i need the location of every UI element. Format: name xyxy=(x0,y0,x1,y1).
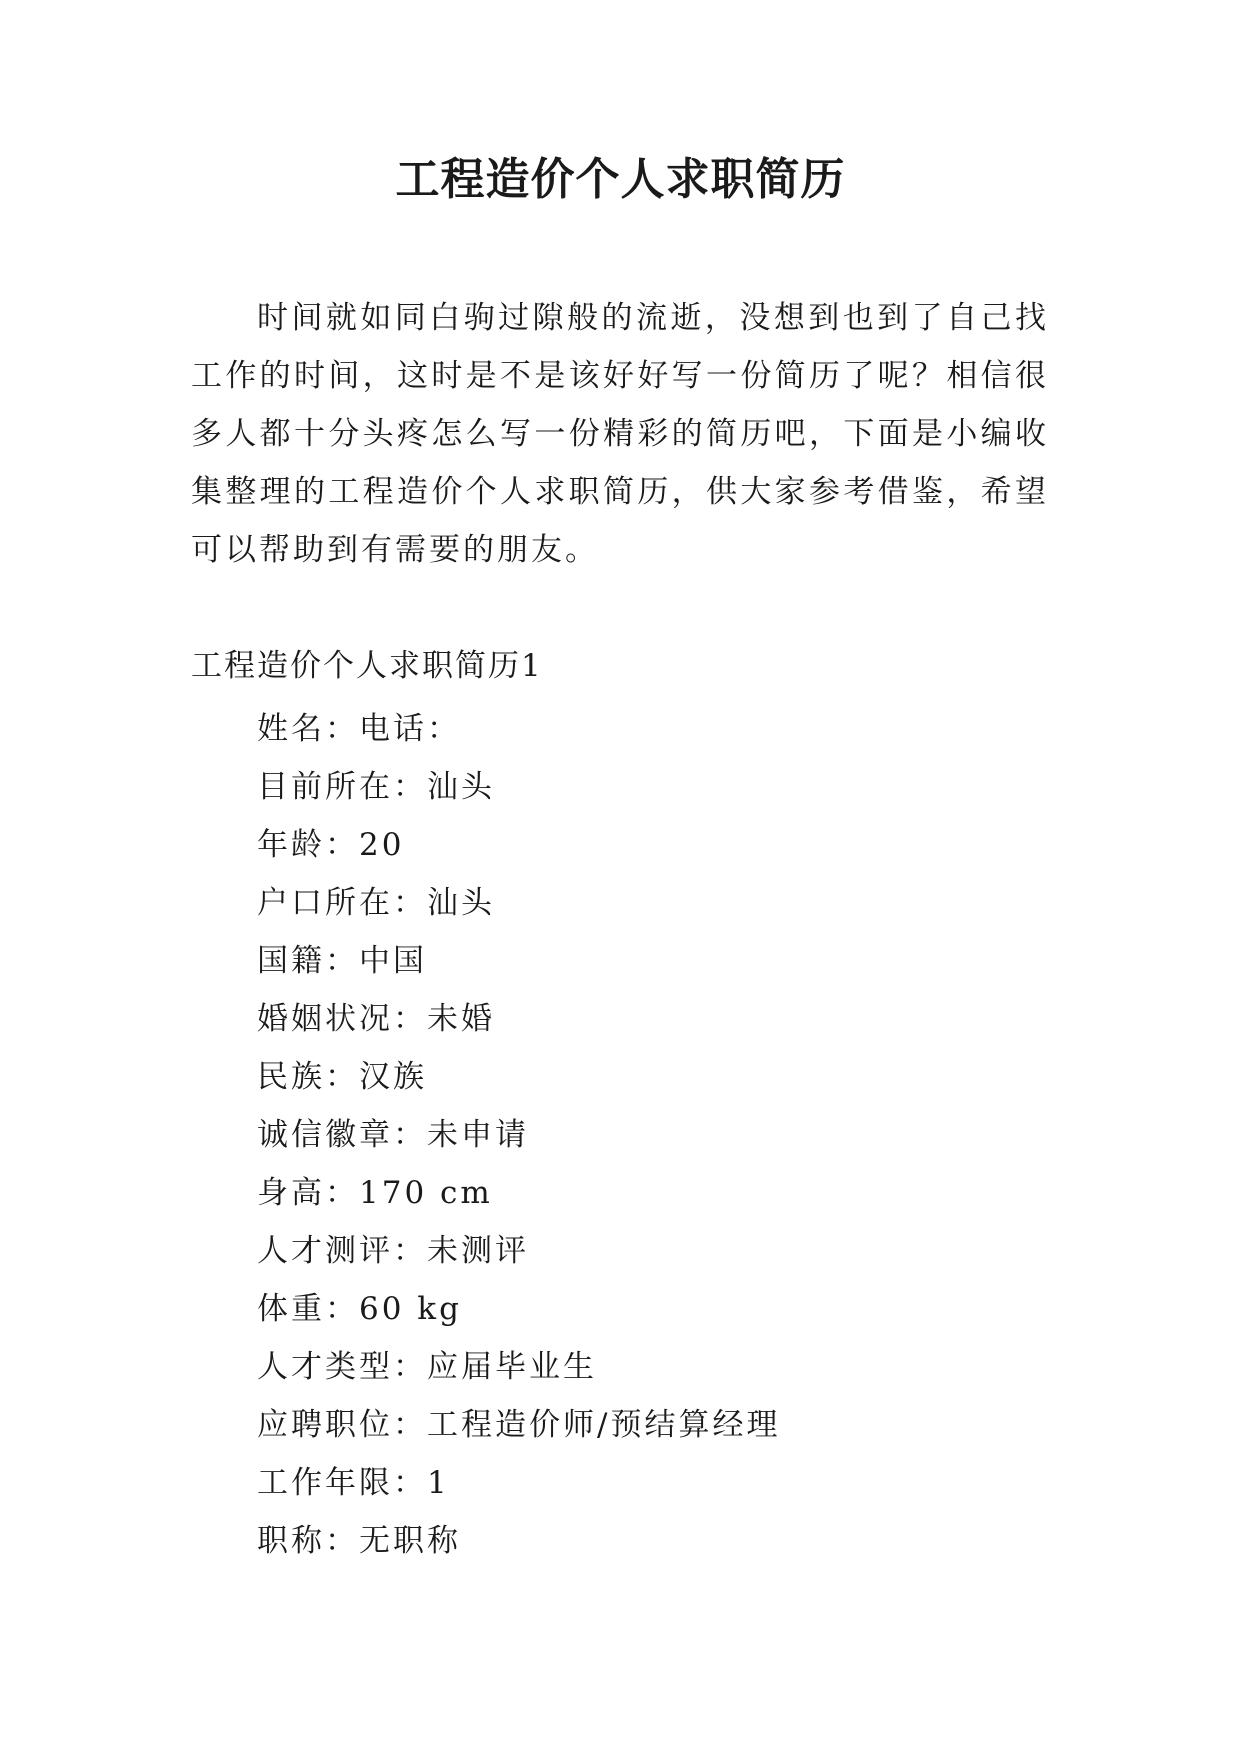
field-name-phone: 姓名：电话： xyxy=(257,711,461,747)
profile-field-list xyxy=(257,700,780,1570)
section-heading: 工程造价个人求职简历1 xyxy=(191,648,543,684)
field-applied-position: 应聘职位：工程造价师/预结算经理 xyxy=(257,1407,781,1443)
field-height: 身高：170 cm xyxy=(257,1175,493,1211)
field-marital-status: 婚姻状况：未婚 xyxy=(257,1001,495,1037)
intro-paragraph: 时间就如同白驹过隙般的流逝，没想到也到了自己找工作的时间，这时是不是该好好写一份简历了呢？相信很多人都十分头疼怎么写一份精彩的简历吧，下面是小编收集整理的工程造价个人求职简历，供大家参考借鉴，希望可以帮助到有需要的朋友。 xyxy=(191,300,1049,568)
field-integrity-badge: 诚信徽章：未申请 xyxy=(257,1117,529,1153)
field-ethnicity: 民族：汉族 xyxy=(257,1059,427,1095)
field-work-years: 工作年限：1 xyxy=(257,1465,450,1501)
field-talent-type: 人才类型：应届毕业生 xyxy=(257,1349,597,1385)
field-talent-assessment: 人才测评：未测评 xyxy=(257,1233,529,1269)
field-current-location: 目前所在：汕头 xyxy=(257,769,495,805)
document-title: 工程造价个人求职简历 xyxy=(395,154,846,205)
field-weight: 体重：60 kg xyxy=(257,1291,462,1327)
field-professional-title: 职称：无职称 xyxy=(257,1523,461,1559)
field-nationality: 国籍：中国 xyxy=(257,943,427,979)
field-age: 年龄：20 xyxy=(257,827,405,863)
field-household-registration: 户口所在：汕头 xyxy=(257,885,495,921)
